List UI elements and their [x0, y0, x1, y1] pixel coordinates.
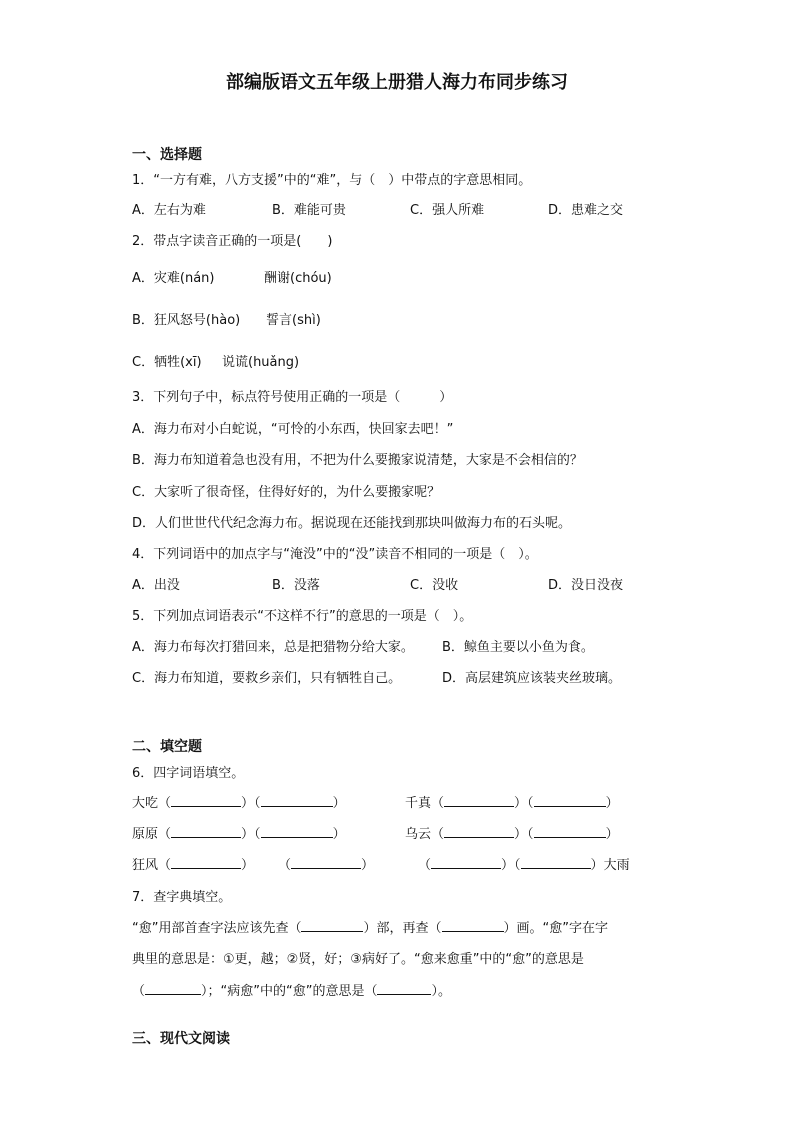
- fill-blank[interactable]: [171, 806, 241, 807]
- paren-close: ）: [332, 796, 346, 811]
- question-1-option-d: D．患难之交: [548, 203, 624, 218]
- idiom-item-4-prefix: 乌云: [405, 827, 432, 842]
- question-4-option-a: A．出没: [132, 578, 180, 593]
- fill-blank[interactable]: [171, 837, 241, 838]
- paren-close: ）: [590, 858, 604, 873]
- fill-blank[interactable]: [444, 837, 514, 838]
- question-1-option-c: C．强人所难: [410, 203, 485, 218]
- paren-open: （: [527, 827, 534, 842]
- section-heading-reading: 三、现代文阅读: [132, 1031, 230, 1047]
- q7-text-part: ）部，再查（: [363, 921, 442, 936]
- paren-close: ）: [514, 796, 528, 811]
- question-2-option-c-second: 说谎(huǎng): [222, 355, 300, 370]
- question-1-stem: 1．“一方有难，八方支援”中的“难”，与（ ）中带点的字意思相同。: [132, 173, 532, 188]
- paren-close: ）: [514, 827, 528, 842]
- question-3-option-a: A．海力布对小白蛇说，“可怜的小东西，快回家去吧！”: [132, 422, 454, 437]
- question-2-option-b: B．狂风怒号(hào): [132, 313, 241, 328]
- question-2-stem: 2．带点字读音正确的一项是( ): [132, 234, 333, 249]
- paren-open: （: [431, 796, 445, 811]
- question-2-option-c: C．牺牲(xī): [132, 355, 202, 370]
- q7-text-part: ）；“病愈”中的“愈”的意思是（: [201, 984, 378, 999]
- q7-text-part: “愈”用部首查字法应该先查（: [132, 921, 302, 936]
- fill-blank[interactable]: [377, 994, 431, 995]
- question-5-stem: 5．下列加点词语表示“不这样不行”的意思的一项是（ ）。: [132, 609, 473, 624]
- paren-open: （: [254, 796, 261, 811]
- question-2-option-a-second: 酬谢(chóu): [264, 271, 332, 286]
- question-3-option-c: C．大家听了很奇怪，住得好好的，为什么要搬家呢？: [132, 485, 441, 500]
- paren-close: ）: [241, 796, 255, 811]
- question-5-option-c: C．海力布知道，要救乡亲们，只有牺牲自己。: [132, 671, 402, 686]
- paren-close: ）: [361, 858, 375, 873]
- question-7-stem: 7．查字典填空。: [132, 890, 232, 905]
- paren-close: ）: [605, 827, 619, 842]
- question-2-option-b-second: 誓言(shì): [266, 313, 321, 328]
- q7-text-part: （: [132, 984, 146, 999]
- question-5-option-d: D．高层建筑应该装夹丝玻璃。: [442, 671, 622, 686]
- paren-close: ）: [332, 827, 346, 842]
- paren-open: （: [514, 858, 521, 873]
- fill-blank[interactable]: [261, 806, 333, 807]
- paren-open: （: [431, 827, 445, 842]
- question-6-stem: 6．四字词语填空。: [132, 766, 245, 781]
- paren-close: ）: [605, 796, 619, 811]
- question-3-option-b: B．海力布知道着急也没有用，不把为什么要搬家说清楚，大家是不会相信的？: [132, 453, 583, 468]
- paren-open: （: [418, 858, 432, 873]
- question-1-option-b: B．难能可贵: [272, 203, 346, 218]
- idiom-item-1-prefix: 大吃: [132, 796, 159, 811]
- fill-blank[interactable]: [442, 931, 504, 932]
- fill-blank[interactable]: [534, 806, 606, 807]
- paren-open: （: [278, 858, 292, 873]
- fill-blank[interactable]: [521, 868, 591, 869]
- idiom-item-5[interactable]: [132, 859, 254, 872]
- question-4-option-b: B．没落: [272, 578, 320, 593]
- fill-blank[interactable]: [301, 931, 363, 932]
- fill-blank[interactable]: [171, 868, 241, 869]
- idiom-item-5-prefix: 狂风: [132, 858, 159, 873]
- section-heading-choice: 一、选择题: [132, 147, 202, 163]
- question-4-option-d: D．没日没夜: [548, 578, 624, 593]
- question-4-option-c: C．没收: [410, 578, 459, 593]
- paren-close: ）: [241, 827, 255, 842]
- fill-blank[interactable]: [444, 806, 514, 807]
- idiom-item-5-second[interactable]: [278, 859, 374, 872]
- question-7-line-1[interactable]: [132, 922, 608, 935]
- paren-open: （: [158, 858, 172, 873]
- idiom-item-3-prefix: 原原: [132, 827, 159, 842]
- fill-blank[interactable]: [261, 837, 333, 838]
- paren-open: （: [527, 796, 534, 811]
- idiom-item-6-suffix: 大雨: [603, 858, 630, 873]
- q7-text-part: ）画。“愈”字在字: [503, 921, 608, 936]
- fill-blank[interactable]: [145, 994, 201, 995]
- question-7-line-3[interactable]: [132, 985, 451, 998]
- q7-text-part: ）。: [431, 984, 451, 999]
- question-4-stem: 4．下列词语中的加点字与“淹没”中的“没”读音不相同的一项是（ ）。: [132, 547, 538, 562]
- paren-close: ）: [501, 858, 515, 873]
- question-5-option-a: A．海力布每次打猎回来，总是把猎物分给大家。: [132, 640, 414, 655]
- idiom-item-2[interactable]: [405, 797, 619, 810]
- question-1-option-a: A．左右为难: [132, 203, 206, 218]
- fill-blank[interactable]: [534, 837, 606, 838]
- page-title: 部编版语文五年级上册猎人海力布同步练习: [226, 72, 568, 93]
- paren-open: （: [158, 827, 172, 842]
- idiom-item-4[interactable]: [405, 828, 619, 841]
- question-5-option-b: B．鲸鱼主要以小鱼为食。: [442, 640, 594, 655]
- question-3-stem: 3．下列句子中，标点符号使用正确的一项是（ ）: [132, 390, 453, 405]
- question-7-line-2: 典里的意思是：①更，越；②贤，好；③病好了。“愈来愈重”中的“愈”的意思是: [132, 952, 584, 967]
- idiom-item-3[interactable]: [132, 828, 346, 841]
- fill-blank[interactable]: [431, 868, 501, 869]
- idiom-item-6[interactable]: [418, 859, 630, 872]
- question-2-option-a: A．灾难(nán): [132, 271, 215, 286]
- question-3-option-d: D．人们世世代代纪念海力布。据说现在还能找到那块叫做海力布的石头呢。: [132, 516, 572, 531]
- paren-open: （: [158, 796, 172, 811]
- section-heading-fill-in: 二、填空题: [132, 739, 202, 755]
- idiom-item-2-prefix: 千真: [405, 796, 432, 811]
- paren-close: ）: [241, 858, 255, 873]
- fill-blank[interactable]: [291, 868, 361, 869]
- paren-open: （: [254, 827, 261, 842]
- idiom-item-1[interactable]: [132, 797, 346, 810]
